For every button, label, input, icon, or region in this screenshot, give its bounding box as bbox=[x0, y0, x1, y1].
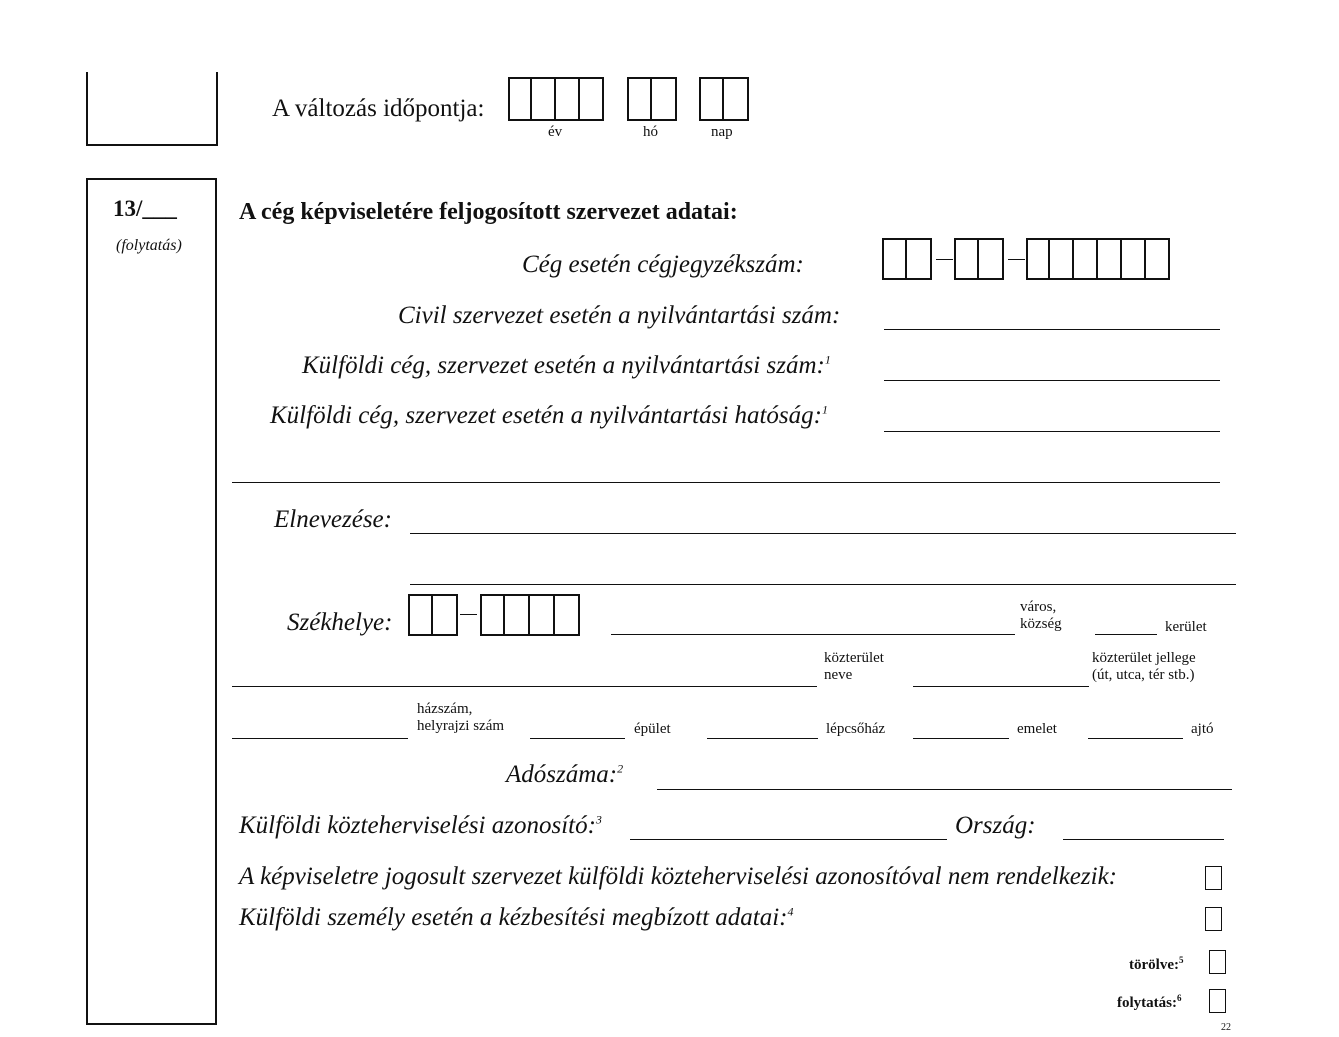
company-reg-cells-a[interactable] bbox=[882, 238, 932, 280]
company-reg-cells-c[interactable] bbox=[1026, 238, 1170, 280]
no-foreign-tax-label: A képviseletre jogosult szervezet külföldi közteherviselési azonosítóval nem rendelkezik: bbox=[239, 863, 1118, 890]
tax-field[interactable] bbox=[657, 789, 1232, 790]
floor-label: emelet bbox=[1017, 721, 1057, 737]
continuation-checkbox[interactable] bbox=[1209, 989, 1226, 1013]
month-cells[interactable] bbox=[627, 77, 677, 121]
section-title: A cég képviseletére feljogosított szervezet adatai: bbox=[239, 199, 738, 225]
foreign-auth-field[interactable] bbox=[884, 431, 1220, 432]
change-date-label: A változás időpontja: bbox=[272, 95, 485, 122]
company-reg-label: Cég esetén cégjegyzékszám: bbox=[522, 251, 804, 278]
building-field[interactable] bbox=[530, 738, 625, 739]
street-type-field[interactable] bbox=[913, 686, 1089, 687]
foreign-reg-label: Külföldi cég, szervezet esetén a nyilvántartási szám:$^1$ bbox=[302, 352, 831, 379]
foreign-tax-label: Külföldi közteherviselési azonosító:$^3$ bbox=[239, 812, 602, 839]
deleted-checkbox[interactable] bbox=[1209, 950, 1226, 974]
delivery-agent-checkbox[interactable] bbox=[1205, 907, 1222, 931]
day-label: nap bbox=[711, 124, 733, 140]
city-field[interactable] bbox=[611, 634, 1015, 635]
delivery-agent-label: Külföldi személy esetén a kézbesítési megbízott adatai:$^4$ bbox=[239, 904, 794, 931]
year-label: év bbox=[548, 124, 563, 140]
year-cells[interactable] bbox=[508, 77, 604, 121]
company-reg-cells-b[interactable] bbox=[954, 238, 1004, 280]
floor-field[interactable] bbox=[913, 738, 1009, 739]
section-continuation: (folytatás) bbox=[116, 237, 182, 254]
foreign-tax-field[interactable] bbox=[630, 839, 947, 840]
district-field[interactable] bbox=[1095, 634, 1157, 635]
no-foreign-tax-checkbox[interactable] bbox=[1205, 866, 1222, 890]
door-label: ajtó bbox=[1191, 721, 1214, 737]
postcode-dash bbox=[460, 614, 477, 615]
city-label: város, község bbox=[1020, 599, 1062, 633]
building-label: épület bbox=[634, 721, 671, 737]
house-number-field[interactable] bbox=[232, 738, 408, 739]
postcode-cells-a[interactable] bbox=[408, 594, 458, 636]
civil-reg-label: Civil szervezet esetén a nyilvántartási szám: bbox=[398, 302, 841, 329]
name-field-2[interactable] bbox=[410, 584, 1236, 585]
section-number: 13/___ bbox=[113, 196, 177, 221]
foreign-auth-label: Külföldi cég, szervezet esetén a nyilvántartási hatóság:$^1$ bbox=[270, 402, 828, 429]
civil-reg-field[interactable] bbox=[884, 329, 1220, 330]
company-reg-dash-2 bbox=[1008, 259, 1025, 260]
door-field[interactable] bbox=[1088, 738, 1183, 739]
day-cells[interactable] bbox=[699, 77, 749, 121]
postcode-cells-b[interactable] bbox=[480, 594, 580, 636]
stairway-label: lépcsőház bbox=[826, 721, 886, 737]
foreign-reg-field[interactable] bbox=[884, 380, 1220, 381]
district-label: kerület bbox=[1165, 619, 1207, 635]
country-label: Ország: bbox=[955, 812, 1036, 839]
foreign-auth-field-2[interactable] bbox=[232, 482, 1220, 483]
name-label: Elnevezése: bbox=[274, 506, 392, 533]
street-type-label: közterület jellege (út, utca, tér stb.) bbox=[1092, 650, 1196, 684]
top-side-box bbox=[86, 72, 218, 146]
street-name-label: közterület neve bbox=[824, 650, 884, 684]
page-mark: 22 bbox=[1221, 1022, 1231, 1033]
name-field[interactable] bbox=[410, 533, 1236, 534]
section-side-box bbox=[86, 178, 217, 1025]
deleted-label: törölve:$^5$ bbox=[1129, 955, 1184, 973]
tax-label: Adószáma:$^2$ bbox=[506, 761, 624, 788]
street-name-field[interactable] bbox=[232, 686, 817, 687]
continuation-label: folytatás:$^6$ bbox=[1117, 993, 1182, 1011]
company-reg-dash-1 bbox=[936, 259, 953, 260]
stairway-field[interactable] bbox=[707, 738, 818, 739]
house-number-label: házszám, helyrajzi szám bbox=[417, 701, 505, 735]
country-field[interactable] bbox=[1063, 839, 1224, 840]
month-label: hó bbox=[643, 124, 658, 140]
seat-label: Székhelye: bbox=[287, 609, 393, 636]
